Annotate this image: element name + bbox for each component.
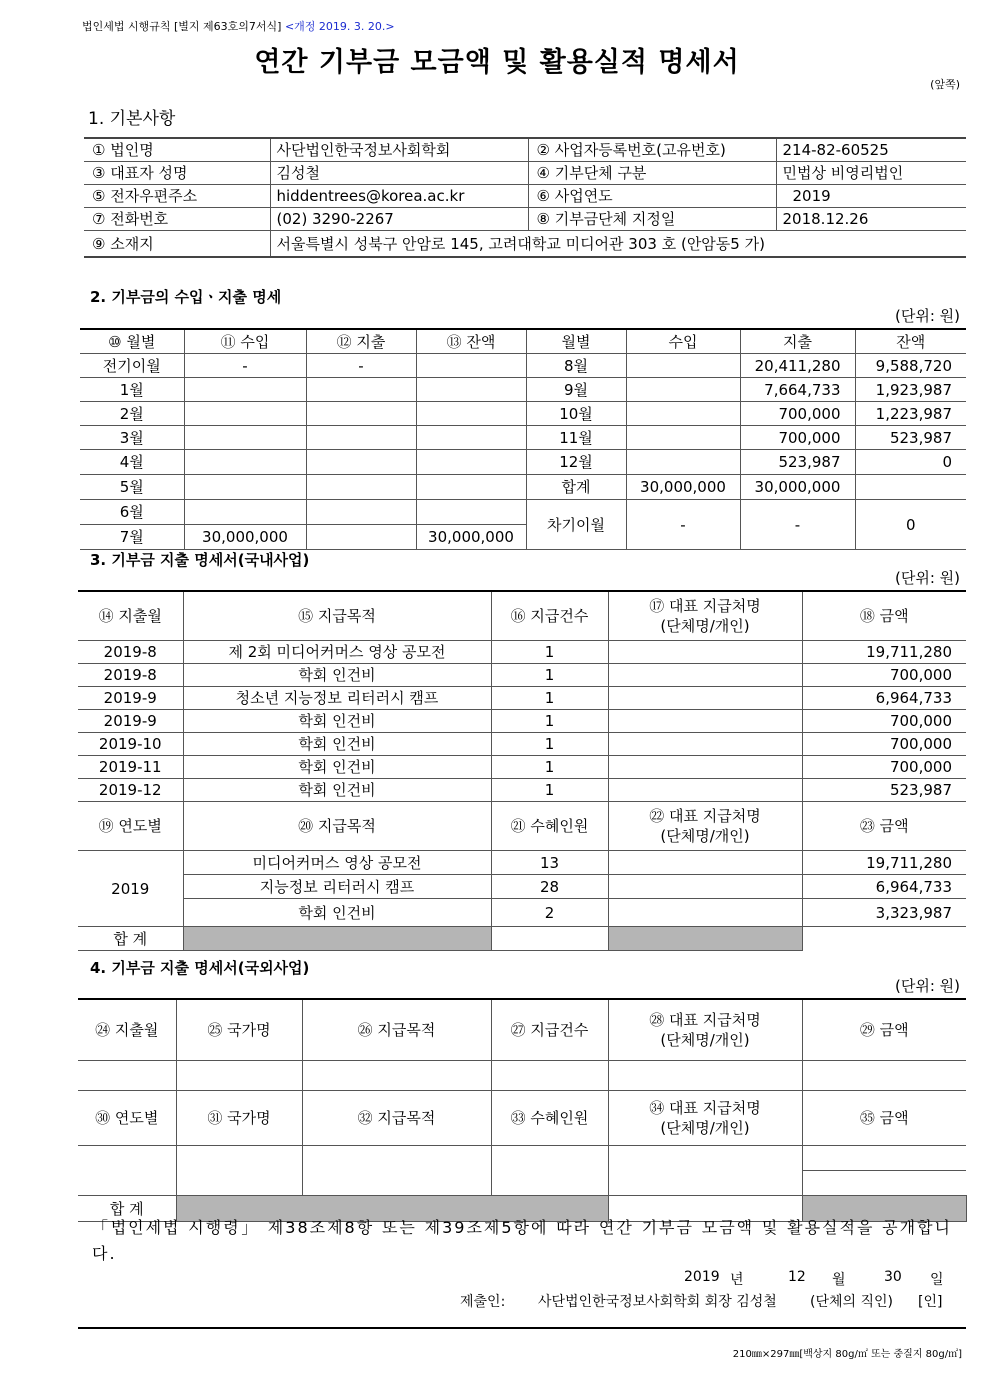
table-cell: 합계: [526, 475, 626, 500]
table-cell: 523,987: [802, 779, 966, 802]
table-cell: [184, 378, 306, 402]
expense-row: [78, 779, 966, 802]
income-expense-row: [80, 426, 966, 450]
revision-date: <개정 2019. 3. 20.>: [284, 20, 395, 33]
expense-row: [78, 756, 966, 779]
table-cell: [306, 525, 416, 550]
empty-row: [78, 1061, 966, 1091]
form-reference: [82, 18, 395, 34]
field-label: ⑧ 기부금단체 지정일: [528, 208, 776, 231]
table-header-row: [78, 591, 966, 641]
header-line: (단체명/개인): [660, 617, 750, 635]
table-cell: [416, 500, 526, 525]
column-header: ⑬ 잔액: [416, 329, 526, 354]
table-cell: [491, 1146, 608, 1196]
header-line: ㉞ 대표 지급처명: [649, 1099, 761, 1117]
table-cell: 학회 인건비: [183, 779, 491, 802]
table-cell: [608, 641, 802, 664]
year-cell: 2019: [78, 851, 183, 927]
table-cell: [626, 378, 740, 402]
submitter-label: 제출인:: [460, 1294, 506, 1310]
expense-row: [78, 641, 966, 664]
table-cell: 학회 인건비: [183, 756, 491, 779]
table-cell: [608, 687, 802, 710]
table-cell: 0: [855, 450, 966, 475]
domestic-expense-table: [78, 590, 966, 951]
column-header: ㉔ 지출월: [78, 999, 176, 1061]
table-cell: [608, 1146, 802, 1196]
section3-heading: 3. 기부금 지출 명세서(국내사업): [90, 551, 310, 569]
table-header-row: [78, 802, 966, 851]
table-cell: 7,664,733: [740, 378, 855, 402]
field-value: 김성철: [270, 162, 528, 185]
table-cell: [626, 354, 740, 378]
table-cell: 700,000: [802, 664, 966, 687]
date-day: 30: [884, 1269, 902, 1285]
table-cell: 3월: [80, 426, 184, 450]
table-cell: 4월: [80, 450, 184, 475]
basic-info-row: [84, 231, 966, 258]
header-line: (단체명/개인): [660, 827, 750, 845]
table-cell: 2019-10: [78, 733, 183, 756]
table-cell: [626, 426, 740, 450]
table-cell: [608, 733, 802, 756]
table-cell: 1월: [80, 378, 184, 402]
table-cell: [802, 1061, 966, 1091]
table-cell: [306, 450, 416, 475]
expense-row: [78, 664, 966, 687]
field-label: ② 사업자등록번호(고유번호): [528, 138, 776, 162]
table-cell: 1: [491, 687, 608, 710]
table-cell: 700,000: [802, 756, 966, 779]
table-cell: -: [740, 500, 855, 550]
table-cell: 1,223,987: [855, 402, 966, 426]
field-value: 서울특별시 성북구 안암로 145, 고려대학교 미디어관 303 호 (안암동5 가): [270, 231, 966, 258]
column-header: ㉝ 수혜인원: [491, 1091, 608, 1146]
column-header: [608, 1091, 802, 1146]
table-cell: 6월: [80, 500, 184, 525]
yearly-row: [78, 875, 966, 899]
empty-row: [78, 1146, 966, 1171]
income-expense-row: [80, 402, 966, 426]
column-header: ㉚ 연도별: [78, 1091, 176, 1146]
table-cell: 10월: [526, 402, 626, 426]
table-cell: 청소년 지능정보 리터러시 캠프: [183, 687, 491, 710]
table-cell: [608, 1061, 802, 1091]
table-cell: 1: [491, 779, 608, 802]
table-cell: 523,987: [855, 426, 966, 450]
yearly-row: [78, 899, 966, 927]
column-header: ㉜ 지급목적: [302, 1091, 491, 1146]
submitter-name: 사단법인한국정보사회학회 회장 김성철: [538, 1294, 777, 1310]
date-year-label: 년: [730, 1272, 744, 1288]
total-label: 합 계: [78, 1196, 176, 1222]
table-cell: 28: [491, 875, 608, 899]
table-cell: [608, 756, 802, 779]
table-cell: 13: [491, 851, 608, 875]
submitter-role: (단체의 직인): [810, 1294, 893, 1310]
table-cell: [608, 664, 802, 687]
table-cell: [184, 475, 306, 500]
basic-info-row: [84, 162, 966, 185]
table-cell: [416, 426, 526, 450]
column-header: ㉓ 금액: [802, 802, 966, 851]
table-cell: 9,588,720: [855, 354, 966, 378]
table-cell: 30,000,000: [184, 525, 306, 550]
column-header: [608, 591, 802, 641]
table-cell: 2019-11: [78, 756, 183, 779]
table-cell: [802, 927, 966, 951]
table-cell: 700,000: [802, 733, 966, 756]
field-label: ④ 기부단체 구분: [528, 162, 776, 185]
section2-heading: 2. 기부금의 수입ㆍ지출 명세: [90, 288, 282, 306]
table-cell: [491, 927, 608, 951]
income-expense-row: [80, 450, 966, 475]
table-cell: [802, 1146, 966, 1171]
table-cell: [416, 402, 526, 426]
table-cell: [608, 875, 802, 899]
table-cell: 학회 인건비: [183, 710, 491, 733]
column-header: ⑭ 지출월: [78, 591, 183, 641]
income-expense-table: [80, 328, 966, 550]
table-cell: 2019-8: [78, 664, 183, 687]
table-cell: 학회 인건비: [183, 733, 491, 756]
table-cell: 2019-9: [78, 687, 183, 710]
date-year: 2019: [684, 1269, 720, 1285]
expense-row: [78, 710, 966, 733]
table-cell: 미디어커머스 영상 공모전: [183, 851, 491, 875]
table-cell: 30,000,000: [416, 525, 526, 550]
table-cell: [306, 475, 416, 500]
table-cell: [626, 402, 740, 426]
shaded-cell: [608, 927, 802, 951]
table-cell: 2019-8: [78, 641, 183, 664]
table-cell: 3,323,987: [802, 899, 966, 927]
table-cell: 1: [491, 756, 608, 779]
column-header: 수입: [626, 329, 740, 354]
column-header: 지출: [740, 329, 855, 354]
column-header: ⑱ 금액: [802, 591, 966, 641]
column-header: ⑯ 지급건수: [491, 591, 608, 641]
table-cell: [608, 710, 802, 733]
field-value: 214-82-60525: [776, 138, 966, 162]
column-header: ㉖ 지급목적: [302, 999, 491, 1061]
table-cell: [176, 1061, 302, 1091]
table-cell: 7월: [80, 525, 184, 550]
table-cell: 차기이월: [526, 500, 626, 550]
table-header-row: [78, 999, 966, 1061]
seal-mark: [인]: [918, 1294, 943, 1310]
table-cell: 학회 인건비: [183, 664, 491, 687]
column-header: ⑲ 연도별: [78, 802, 183, 851]
table-cell: [184, 426, 306, 450]
table-cell: 제 2회 미디어커머스 영상 공모전: [183, 641, 491, 664]
column-header: ⑳ 지급목적: [183, 802, 491, 851]
table-cell: 6,964,733: [802, 687, 966, 710]
table-cell: 2019-12: [78, 779, 183, 802]
table-cell: [416, 354, 526, 378]
section4-heading: 4. 기부금 지출 명세서(국외사업): [90, 959, 310, 977]
basic-info-row: [84, 208, 966, 231]
table-cell: [855, 475, 966, 500]
field-value: 사단법인한국정보사회학회: [270, 138, 528, 162]
field-value: 2018.12.26: [776, 208, 966, 231]
table-cell: 전기이월: [80, 354, 184, 378]
table-cell: [416, 450, 526, 475]
field-label: ⑨ 소재지: [84, 231, 270, 258]
table-cell: [608, 851, 802, 875]
income-expense-row: [80, 475, 966, 500]
law-reference: 법인세법 시행규칙 [별지 제63호의7서식]: [82, 20, 282, 33]
field-value: 민법상 비영리법인: [776, 162, 966, 185]
table-cell: [78, 1146, 176, 1196]
column-header: ⑩ 월별: [80, 329, 184, 354]
date-month-label: 월: [832, 1272, 846, 1288]
table-cell: 지능정보 리터러시 캠프: [183, 875, 491, 899]
table-cell: 0: [855, 500, 966, 550]
column-header: ㉙ 금액: [802, 999, 966, 1061]
table-cell: 700,000: [802, 710, 966, 733]
table-cell: 700,000: [740, 426, 855, 450]
table-cell: 5월: [80, 475, 184, 500]
column-header: ㉟ 금액: [802, 1091, 966, 1146]
income-expense-row: [80, 500, 966, 525]
table-cell: [416, 475, 526, 500]
field-value: (02) 3290-2267: [270, 208, 528, 231]
expense-row: [78, 687, 966, 710]
column-header: ⑫ 지출: [306, 329, 416, 354]
table-cell: [802, 1171, 966, 1196]
column-header: ⑪ 수입: [184, 329, 306, 354]
column-header: ⑮ 지급목적: [183, 591, 491, 641]
basic-info-table: [84, 137, 966, 258]
table-cell: 523,987: [740, 450, 855, 475]
table-cell: 8월: [526, 354, 626, 378]
table-cell: 19,711,280: [802, 641, 966, 664]
date-month: 12: [788, 1269, 806, 1285]
header-line: ㉒ 대표 지급처명: [649, 807, 761, 825]
field-label: ⑥ 사업연도: [528, 185, 776, 208]
table-cell: 30,000,000: [626, 475, 740, 500]
notice-text: 「법인세법 시행령」 제38조제8항 또는 제39조제5항에 따라 연간 기부금 모금액 및 활용실적을 공개합니다.: [92, 1218, 952, 1263]
table-cell: 20,411,280: [740, 354, 855, 378]
header-line: ⑰ 대표 지급처명: [649, 597, 761, 615]
total-row: [78, 927, 966, 951]
table-cell: [416, 378, 526, 402]
table-cell: [184, 402, 306, 426]
table-cell: 1: [491, 710, 608, 733]
date-day-label: 일: [930, 1272, 944, 1288]
table-cell: 2월: [80, 402, 184, 426]
column-header: ㉛ 국가명: [176, 1091, 302, 1146]
basic-info-row: [84, 138, 966, 162]
section4-unit: (단위: 원): [895, 977, 960, 995]
basic-info-row: [84, 185, 966, 208]
table-cell: [306, 378, 416, 402]
field-label: ⑤ 전자우편주소: [84, 185, 270, 208]
field-label: ⑦ 전화번호: [84, 208, 270, 231]
table-cell: [184, 500, 306, 525]
table-cell: [176, 1146, 302, 1196]
table-cell: [608, 899, 802, 927]
table-cell: 6,964,733: [802, 875, 966, 899]
table-cell: -: [626, 500, 740, 550]
header-line: (단체명/개인): [660, 1031, 750, 1049]
column-header: ㉑ 수혜인원: [491, 802, 608, 851]
table-cell: [306, 500, 416, 525]
table-cell: [302, 1061, 491, 1091]
paper-spec: 210㎜×297㎜[백상지 80g/㎡ 또는 중질지 80g/㎡]: [732, 1349, 962, 1360]
shaded-cell: [183, 927, 491, 951]
section2-unit: (단위: 원): [895, 307, 960, 325]
table-cell: 2: [491, 899, 608, 927]
field-value: 2019: [776, 185, 966, 208]
table-cell: [78, 1061, 176, 1091]
page-side-label: (앞쪽): [930, 78, 960, 91]
page-title: 연간 기부금 모금액 및 활용실적 명세서: [254, 47, 740, 78]
table-cell: 학회 인건비: [183, 899, 491, 927]
bottom-divider: [78, 1327, 966, 1329]
table-cell: -: [184, 354, 306, 378]
table-cell: 1,923,987: [855, 378, 966, 402]
field-label: ③ 대표자 성명: [84, 162, 270, 185]
income-expense-row: [80, 378, 966, 402]
table-cell: 30,000,000: [740, 475, 855, 500]
table-cell: -: [306, 354, 416, 378]
table-cell: 12월: [526, 450, 626, 475]
table-cell: [491, 1061, 608, 1091]
yearly-row: [78, 851, 966, 875]
table-cell: 11월: [526, 426, 626, 450]
income-expense-row: [80, 354, 966, 378]
table-cell: 9월: [526, 378, 626, 402]
table-cell: 2019-9: [78, 710, 183, 733]
section1-heading: 1. 기본사항: [88, 109, 176, 129]
table-cell: [626, 450, 740, 475]
expense-row: [78, 733, 966, 756]
table-cell: 1: [491, 664, 608, 687]
column-header: 잔액: [855, 329, 966, 354]
column-header: [608, 802, 802, 851]
table-cell: 19,711,280: [802, 851, 966, 875]
table-cell: [184, 450, 306, 475]
table-cell: 1: [491, 733, 608, 756]
table-cell: 1: [491, 641, 608, 664]
field-value: hiddentrees@korea.ac.kr: [270, 185, 528, 208]
table-cell: [306, 402, 416, 426]
table-cell: [306, 426, 416, 450]
header-line: ㉘ 대표 지급처명: [649, 1011, 761, 1029]
table-cell: 700,000: [740, 402, 855, 426]
column-header: 월별: [526, 329, 626, 354]
section3-unit: (단위: 원): [895, 569, 960, 587]
total-label: 합 계: [78, 927, 183, 951]
table-header-row: [80, 329, 966, 354]
table-cell: [608, 779, 802, 802]
column-header: [608, 999, 802, 1061]
table-cell: [302, 1146, 491, 1196]
overseas-expense-table: [78, 998, 966, 1222]
table-header-row: [78, 1091, 966, 1146]
field-label: ① 법인명: [84, 138, 270, 162]
header-line: (단체명/개인): [660, 1119, 750, 1137]
column-header: ㉕ 국가명: [176, 999, 302, 1061]
column-header: ㉗ 지급건수: [491, 999, 608, 1061]
